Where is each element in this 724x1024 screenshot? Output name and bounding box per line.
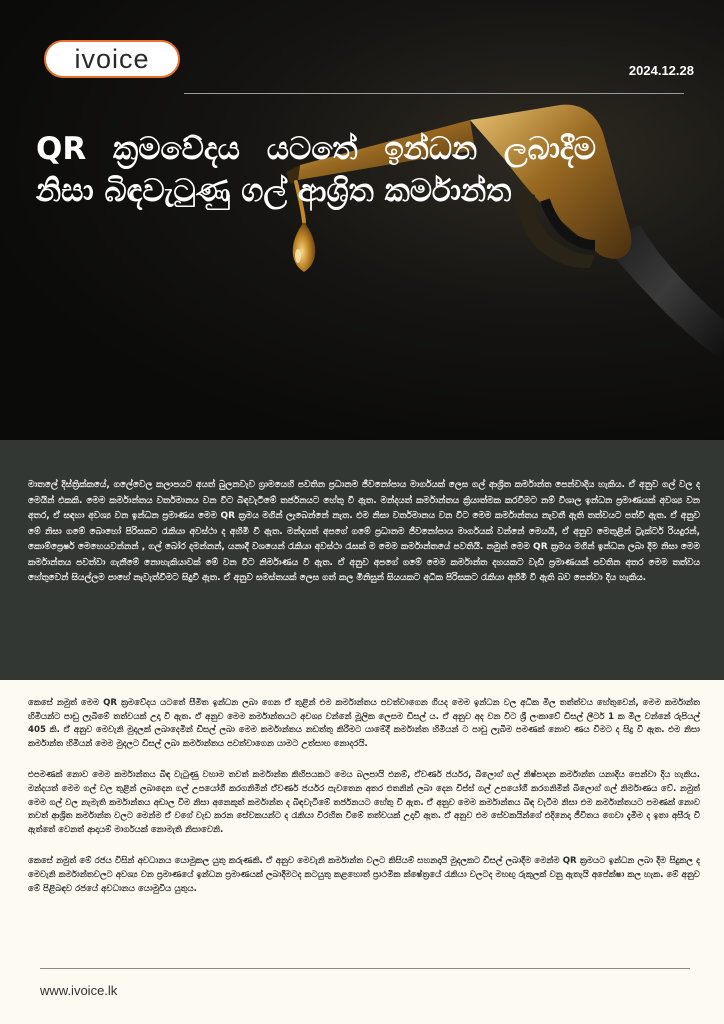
footer-divider [40,968,690,969]
hero-banner [0,0,724,440]
article-body [28,697,700,914]
intro-band [0,440,724,680]
body-paragraph-1: කෙසේ නමුත් මෙම QR ක්‍රමවේදය යටතේ සීමිත ඉන්ධන ලබා ගෙන ඒ තුළින් එම කර්මාන්තය පවත්වාගෙන ගියද මෙම ඉන්ධන වල අධික මිල තත්ත්වය හේතුවෙන්, මෙම කර්මාන්ත හිමියන්ට පාඩු ලැබීමේ තත්වයක් උදා වී ඇත. ඒ අනුව මෙම කර්මාන්තයට අවශ්‍ය වන්නේ මූලික ලෙසම ඩීසල් ය. ඒ අනුව අද වන විට ශ්‍රී ලංකාවේ ඩීසල් ලීටර් 1 ක මිල වන්නේ රුපියල් 405 කි. ඒ අනුව මෙවැනි මුදලක් ලබාදෙමින් ඩීසල් ලබා මෙම කර්මාන්තය නඩත්තු කිරීමට යාමේදී කර්මාන්ත හිමියන් ට පාඩු ලැබීම පමණක් නොව ණය වීමට ද සිදු වී ඇත. එම නිසා කර්මාන්ත හිමියන් මෙම මුදලට ඩීසල් ලබා කර්මාන්තය පවත්වාගෙන යාමට උත්සාහ නොදරයි. [28,698,700,749]
body-paragraph-3: කෙසේ නමුත් මේ රජය විසින් අවධානය යොමුකල යුතු කරුණකි. ඒ අනුව මෙවැනි කර්මාන්ත වලට කිසියම් සහනදායි මුදලකට ඩීසල් ලබාදීම මෙන්ම QR ක්‍රමයට ඉන්ධන ලබා දීම සිදුකල ද මෙවැනි කර්මාන්තවලට අවශ්‍ය වන ප්‍රමාණයේ ඉන්ධන ප්‍රමාණයක් ලබාදීමටද කටයුතු කළහොත් ප්‍රාථමික ක්ෂේත්‍රයේ රැකියා වලටද මහඟු රුකුලක් වනු ඇතැයි අපේක්ෂා කල හැක. මේ අනුව මේ පිළිබඳව රජයේ අවධානය යොමුවිය යුතුය. [28,856,700,894]
publish-date: 2024.12.28 [628,63,694,78]
ivoice-logo [44,40,180,78]
header-divider [184,93,684,94]
article-title: QR ක්‍රමවේදය යටතේ ඉන්ධන ලබාදීම නිසා බිඳවැටුණු ගල් ආශ්‍රිත කර්මාන්ත [36,131,596,209]
body-paragraph-2: එපමණක් නොව මෙම කර්මාන්තය බිඳ වැටුණු වහාම තවත් කර්මාන්ත කිහිපයකට මෙය බලපායි එනම්, ඒවර්ණ ජර්යර, බිලොග් ගල් නිෂ්පාදන කර්මාන්ත යනාදිය පෙන්වා දිය හැකිය. මන්දයත් මෙම ගල් වල තුළින් ලබාදෙන ගල් උපයෝගී කරගනිමින් ඒවර්ණ ජර්යර පැවතෙන අතර එතනින් ලබා දෙන චිප්ස් ගල් උපයෝගී කරගනිමින් බිලොග් ගල් නිර්මාණය වේ. නමුත් මෙම ගල් වල නැමැති කර්මාන්තය අඩාල වීම නිසා අනෙකුත් කර්මාන්ත ද බිඳවැටීමේ තර්ජනයට හේතු වී ඇත. ඒ අනුව මෙම කර්මාන්තය බිඳ වැටීම නිසා එම කර්මාන්තයට පමණක් නොව තවත් ආශ්‍රිත කර්මාන්ත වලට මෙන්ම ඒ වගේ වැඩ කරන සේවකයන්ට ද රැකියා විරහිත වීමේ තත්වයක් උදාවී ඇත. ඒ අනුව එම සේවකයින්ගේ එදිනෙදා ජීවිතය ගෙවා දැමීම ද ඉතා අසීරු වී ඇත්තේ වෙනත් ආදායම් මාර්ගයක් නොමැති නිසාවෙනි. [28,770,700,835]
intro-paragraph: මාතලේ දිස්ත්‍රික්කයේ, ගලේවෙල කලාපයට අයත් බුලනවැව ග්‍රාමයෙහි පවතින ප්‍රධානම ජීවනෝපාය මාර්ගයක් ලෙස ගල් ආශ්‍රිත කර්මාන්ත පෙන්වාදිය හැකිය. ඒ අනුව ගල් වල ද මෙයින් එකකි. මෙම කර්මාන්තය වර්තමානය වන විට බිඳවැටීමේ තර්ජනයට හේතු වී ඇත. මන්දයත් කර්මාන්තය ක්‍රියාත්මක කරවීමට නම් විශාල ඉන්ධන ප්‍රමාණයක් අවශ්‍ය වන අතර, ඒ සඳහා අවශ්‍ය වන ඉන්ධන ප්‍රමාණය මෙම QR ක්‍රමය මගින් ලැබෙන්නේ නැත. එම නිසා වර්තමානය වන විට මෙම කර්මාන්තය නැවතී ඇති තත්වයට පත්වී ඇත. ඒ අනුව මේ නිසා ගමේ බොහෝ පිරිසකට රැකියා අවස්ථා ද අහිමි වී ඇත. මන්දයත් අපගේ ගමේ ප්‍රධානම ජීවනෝපාය මාර්ගයක් වන්නේ මෙයයි, ඒ අනුව මෙතුළින් ට්‍රැක්ටර් රියදුරන්, කොම්ප්‍රෙෂර් මෙහෙයවන්නන් , ගල් බෝර දමන්නන්, යනාදී වශයෙන් රැකියා අවස්ථා රැසක් ම මෙම කර්මාන්තයේ පවතියි. නමුත් මෙම QR ක්‍රමය මගින් ඉන්ධන ලබා දීම නිසා මෙම කර්මාන්තය පවත්වා ගැනීමේ නොහැකියාවක් මේ වන විට නිර්මාණය වී ඇත. ඒ අනුව අපගේ ගමේ මෙම කර්මාන්ත දහයකට වැඩි ප්‍රමාණයක් පවතින අතර මෙම තත්වය හේතුවෙන් සියල්ලම පාහේ නැවැත්වීමට සිදුවී ඇත. ඒ අනුව සමස්තයක් ලෙස ගත් කල මිනිසුන් සියයකට අධික පිරිසකට රැකියා අහිමි වී ඇති බව පෙන්වා දිය හැකිය. [28,480,700,583]
logo-text: ivoice [74,43,150,74]
footer-website-link[interactable]: www.ivoice.lk [40,983,118,998]
